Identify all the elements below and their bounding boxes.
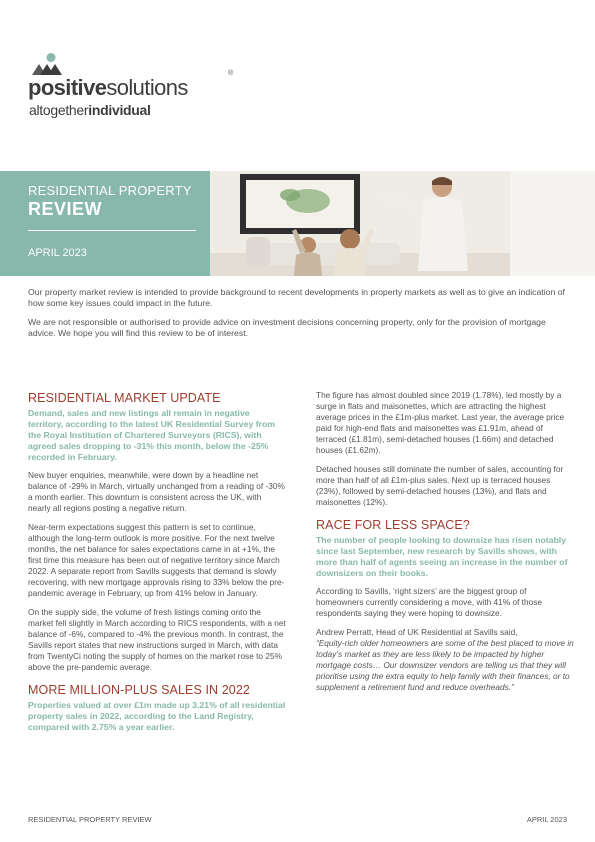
body-paragraph: The figure has almost doubled since 2019 (1.78%), led mostly by a surge in flats and maisonettes, which are attracting the highest average prices in the £1m-plus market. Last year, the average price paid for high-end flats and maisonettes was £1.91m, ahead of terraced (£1.81m), semi-detached houses (1.66m) and detached houses (£1.62m). bbox=[316, 390, 565, 455]
section-lead-less-space: The number of people looking to downsize has risen notably since last September, new research by Savills shows, with more than half of agents seeing an increase in the number of downsizers on their books. bbox=[316, 535, 568, 578]
intro-paragraph-1: Our property market review is intended to provide background to recent developments in property markets as well as to give an indication of how some key issues could impact in the future. bbox=[28, 287, 565, 308]
body-paragraph: New buyer enquiries, meanwhile, were down by a headline net balance of -29% in March, virtually unchanged from a reading of -30% a month earlier. This downturn is consistent across the UK, with nearly all regions posting a negative return. bbox=[28, 470, 285, 513]
brand-name: positivesolutions bbox=[28, 75, 188, 100]
brand-tagline: altogetherindividual bbox=[29, 102, 151, 118]
section-lead-million-plus: Properties valued at over £1m made up 3.21% of all residential property sales in 2022, according to the Land Registry, compared with 2.75% a year earlier. bbox=[28, 700, 286, 732]
body-paragraph: According to Savills, ‘right sizers’ are the biggest group of homeowners currently considering a move, with 41% of those respondents saying they were hoping to downsize. bbox=[316, 586, 542, 618]
brand-logo bbox=[28, 52, 234, 122]
triangle-circle-logo-icon bbox=[31, 52, 71, 76]
body-paragraph: On the supply side, the volume of fresh listings coming onto the market fell slightly in March according to RICS respondents, with a net balance of -6%, compared to -4% the previous month. In contrast, the Savills report states that new instructions surged in March, with data from TwentyCi noting the supply of homes on the market rose to 25% above the pre-pandemic average. bbox=[28, 607, 286, 672]
quote-text: “Equity-rich older homeowners are some of the best placed to move in today’s market as they are less likely to be impacted by higher mortgage costs… Our downsizer vendors are telling us that they will prioritise using the extra equity to help family with their finances, or to supplement a retirement fund and reduce overheads.” bbox=[316, 638, 574, 692]
footer-date: APRIL 2023 bbox=[526, 815, 567, 824]
section-heading-million-plus: MORE MILLION-PLUS SALES IN 2022 bbox=[28, 683, 250, 697]
hero-photo-illustration bbox=[210, 171, 595, 276]
hero-date: APRIL 2023 bbox=[28, 247, 87, 259]
section-heading-less-space: RACE FOR LESS SPACE? bbox=[316, 518, 470, 532]
hero-banner bbox=[0, 171, 595, 276]
body-paragraph: Near-term expectations suggest this pattern is set to continue, although the long-term outlook is more positive. For the next twelve months, the net balance for sales expectations came in at +1%, the first time this measure has been out of negative territory since March 2022. A separate report from Savills suggests that demand is slowly recovering, with new mortgage approvals rising to 33% below the pre-pandemic average in February, up from 41% below in January. bbox=[28, 522, 285, 598]
registered-mark: ® bbox=[228, 70, 234, 77]
family-hanging-picture-photo bbox=[210, 171, 595, 276]
hero-title-panel bbox=[0, 171, 210, 276]
body-paragraph: Andrew Perratt, Head of UK Residential at Savills said, bbox=[316, 627, 518, 637]
hero-divider bbox=[28, 230, 196, 231]
intro-paragraph-2: We are not responsible or authorised to provide advice on investment decisions concerning property, only for the provision of mortgage advice. We hope you will find this review to be of interest. bbox=[28, 317, 546, 338]
body-paragraph: Detached houses still dominate the number of sales, accounting for more than half of all £1m-plus sales. Next up is terraced houses (23%), followed by semi-detached houses (13%), and flats and maisonettes (12%). bbox=[316, 464, 564, 507]
hero-title-line1: RESIDENTIAL PROPERTY bbox=[28, 183, 192, 198]
section-heading-market-update: RESIDENTIAL MARKET UPDATE bbox=[28, 391, 221, 405]
section-lead-market-update: Demand, sales and new listings all remain in negative territory, according to the latest UK Residential Survey from the Royal Institution of Chartered Surveyors (RICS), with agreed sales dropping to -31% this month, below the -25% recorded in February. bbox=[28, 408, 276, 462]
left-column bbox=[28, 391, 286, 740]
footer-title: RESIDENTIAL PROPERTY REVIEW bbox=[28, 815, 152, 824]
hero-title-line2: REVIEW bbox=[28, 199, 103, 219]
right-column bbox=[316, 390, 574, 701]
intro-text bbox=[28, 287, 573, 347]
